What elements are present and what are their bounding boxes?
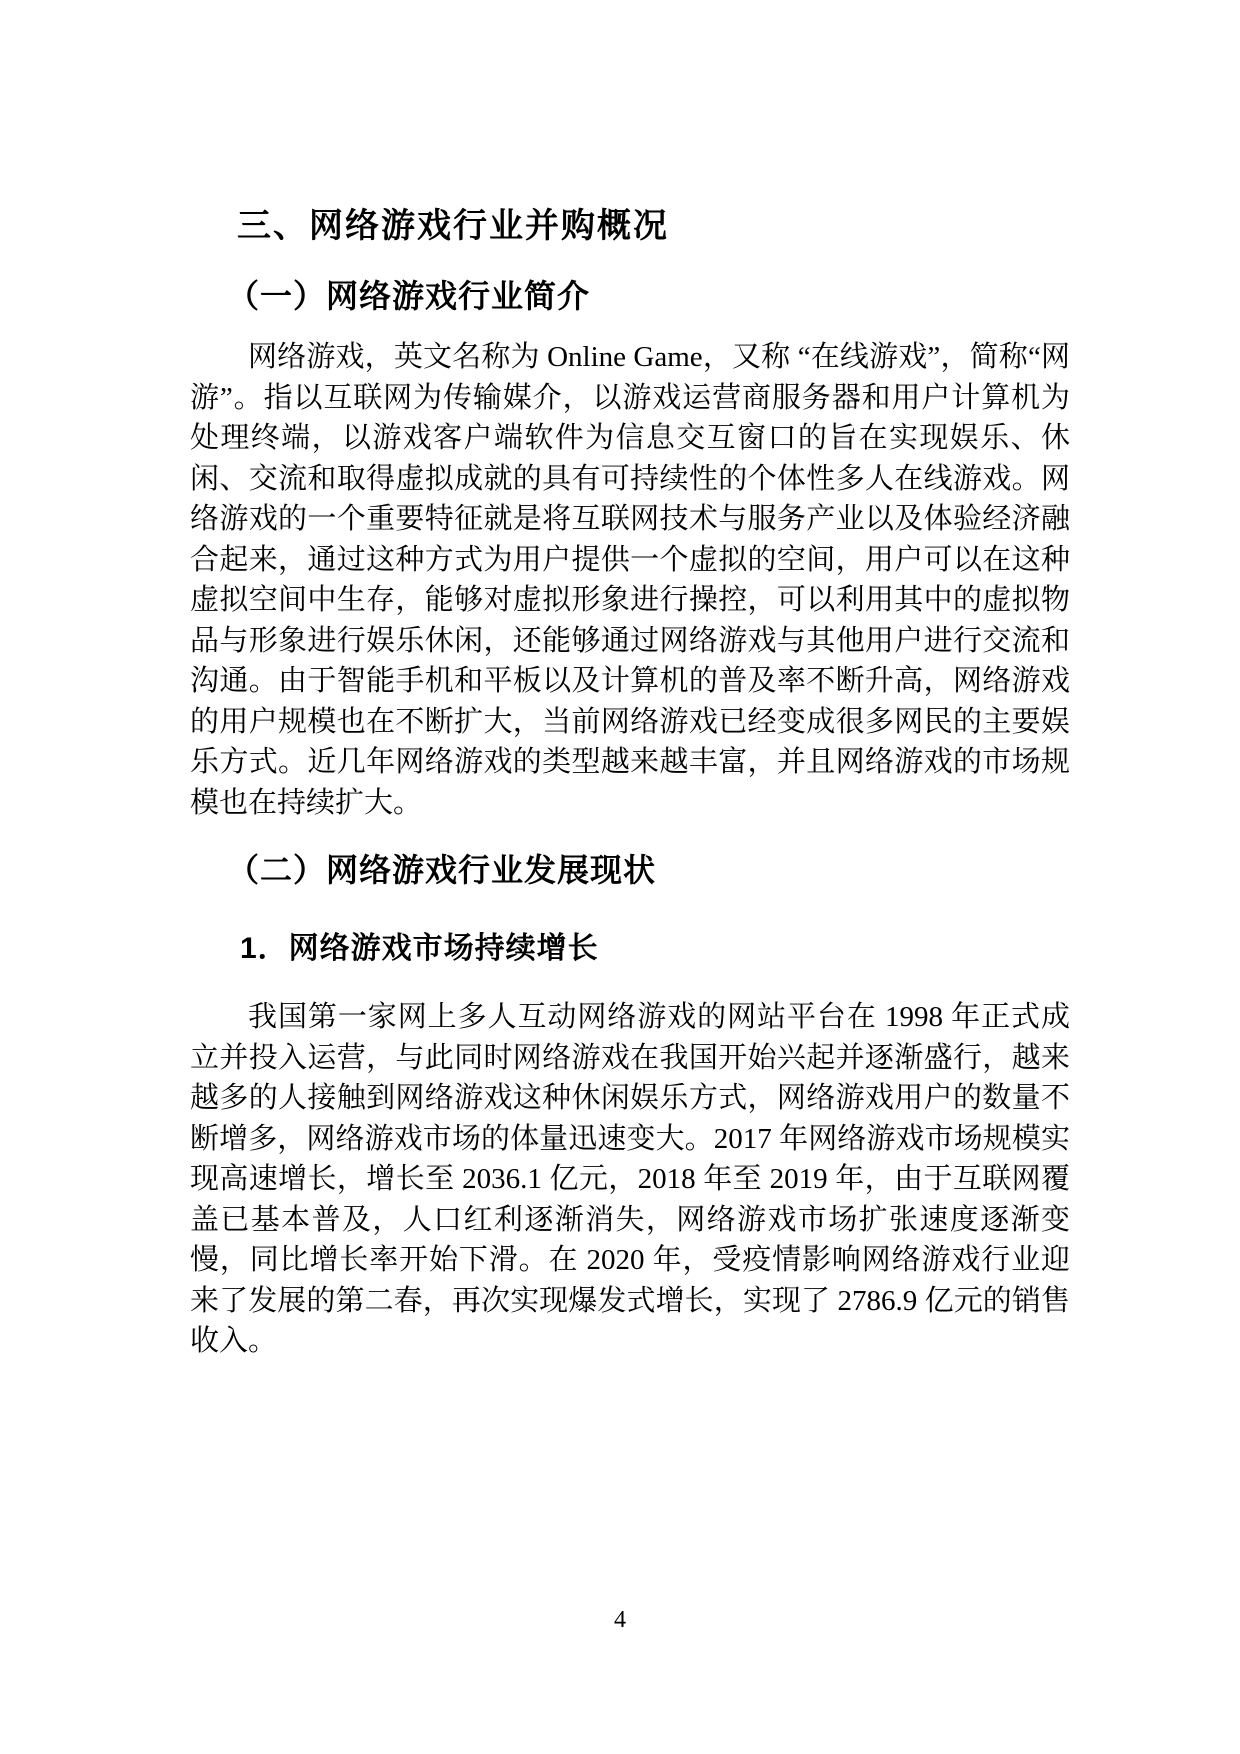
subsection-heading-1: 1．网络游戏市场持续增长	[240, 932, 599, 965]
chapter-heading: 三、网络游戏行业并购概况	[237, 207, 669, 245]
paragraph-industry-intro: 网络游戏，英文名称为 Online Game，又称 “在线游戏”，简称“网游”。指以互联网为传输媒介，以游戏运营商服务器和用户计算机为处理终端，以游戏客户端软件为信息交互窗口的旨在实现娱乐、休闲、交流和取得虚拟成就的具有可持续性的个体性多人在线游戏。网络游戏的一个重要特征就是将互联网技术与服务产业以及体验经济融合起来，通过这种方式为用户提供一个虚拟的空间，用户可以在这种虚拟空间中生存，能够对虚拟形象进行操控，可以利用其中的虚拟物品与形象进行娱乐休闲，还能够通过网络游戏与其他用户进行交流和沟通。由于智能手机和平板以及计算机的普及率不断升高，网络游戏的用户规模也在不断扩大，当前网络游戏已经变成很多网民的主要娱乐方式。近几年网络游戏的类型越来越丰富，并且网络游戏的市场规模也在持续扩大。	[190, 341, 1070, 819]
page-number: 4	[614, 1607, 626, 1633]
section-heading-2: （二）网络游戏行业发展现状	[227, 852, 657, 888]
section-heading-1: （一）网络游戏行业简介	[227, 278, 591, 314]
page-content	[190, 0, 1070, 1362]
paragraph-market-growth: 我国第一家网上多人互动网络游戏的网站平台在 1998 年正式成立并投入运营，与此同时网络游戏在我国开始兴起并逐渐盛行，越来越多的人接触到网络游戏这种休闲娱乐方式，网络游戏用户的数量不断增多，网络游戏市场的体量迅速变大。2017 年网络游戏市场规模实现高速增长，增长至 2036.1 亿元，2018 年至 2019 年，由于互联网覆盖已基本普及，人口红利逐渐消失，网络游戏市场扩张速度逐渐变慢，同比增长率开始下滑。在 2020 年，受疫情影响网络游戏行业迎来了发展的第二春，再次实现爆发式增长，实现了 2786.9 亿元的销售收入。	[190, 1001, 1070, 1357]
